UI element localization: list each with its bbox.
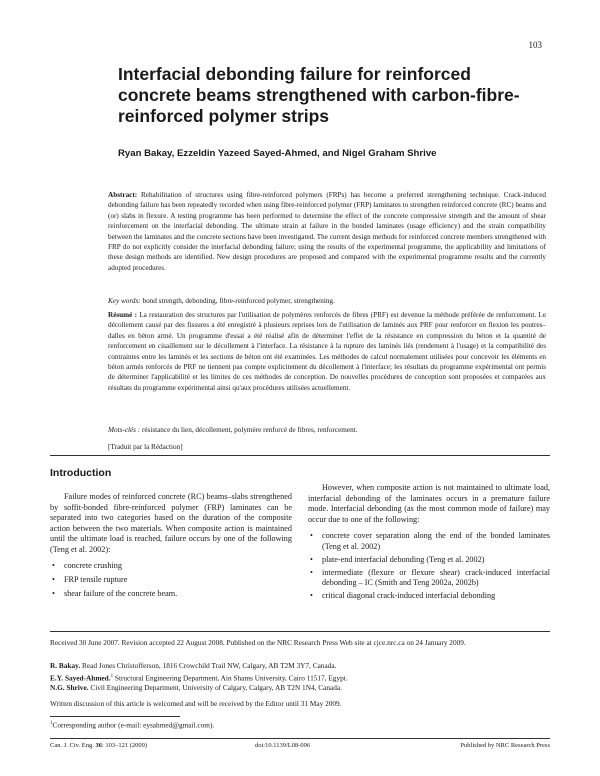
page-number: 103 <box>528 40 542 50</box>
mots-cles-label: Mots-clés : <box>108 426 141 434</box>
translation-note: [Traduit par la Rédaction] <box>108 443 183 451</box>
mots-cles <box>108 425 546 435</box>
resume <box>108 310 546 393</box>
left-column <box>50 492 292 603</box>
list-item: • FRP tensile rupture <box>52 575 128 584</box>
list-item: • shear failure of the concrete beam. <box>52 589 178 598</box>
article-title: Interfacial debonding failure for reinforced concrete beams strengthened with carbon-fibre-reinforced polymer strips <box>118 64 520 126</box>
keywords-label: Key words: <box>108 297 141 305</box>
publisher: Published by NRC Research Press <box>460 742 550 749</box>
introduction-heading: Introduction <box>50 467 112 479</box>
intro-right-paragraph: However, when composite action is not maintained to ultimate load, interfacial debonding of the laminates occurs in a premature failure mode. Interfacial debonding (as the most common mode of failure) may occur due to one of the following: <box>308 483 550 524</box>
mots-cles-text: résistance du lien, décollement, polymère renforcé de fibres, renforcement. <box>141 426 358 434</box>
corresponding-author-note: $^1$Corresponding author (e-mail: eysahmed@gmail.com). <box>50 720 215 730</box>
abstract <box>108 190 546 273</box>
resume-text: La restauration des structures par l'utilisation de polymères renforcés de fibres (PRF) est devenue la méthode préférée de renforcement. Le décollement causé par des fissures a été enregistré à plusieurs reprises lors de l'utilisation de laminés aux PRF pour renforcer en flexion les poutres–dalles en béton armé. Un programme d'essai a été réalisé afin de déterminer l'effet de la résistance en compression du béton et la quantité de renforcement en cisaillement sur le décollement à l'interface. La résistance à la rupture des laminés liés (rendement à l'usage) et la compatibilité des contraintes entre les laminés et les sections de béton ont été examinées. Les méthodes de calcul normalement utilisées pour concevoir les éléments en béton armés renforcés de PRF ne tiennent pas compte explicitement du décollement à l'interface; les résultats du programme expérimental ont permis de déterminer l'applicabilité et les limites de ces méthodes de conception. De nouvelles procédures de conception sont proposées et comparées aux résultats du programme expérimental ainsi qu'aux procédures utilisées actuellement. <box>108 311 547 392</box>
right-column <box>308 483 550 604</box>
received-note: Received 30 June 2007. Revision accepted 22 August 2008. Published on the NRC Research Press Web site at cjce.nrc.ca on 24 January 2009. <box>50 638 466 647</box>
journal-citation: Can. J. Civ. Eng. 36: 103–121 (2009) <box>50 742 148 749</box>
affiliation-shrive: N.G. Shrive. Civil Engineering Department, University of Calgary, Calgary, AB T2N 1N4, Canada. <box>50 683 342 692</box>
doi: doi:10.1139/L08-096 <box>255 742 311 749</box>
article-authors: Ryan Bakay, Ezzeldin Yazeed Sayed-Ahmed, and Nigel Graham Shrive <box>118 148 437 159</box>
affiliation-sayed-ahmed: E.Y. Sayed-Ahmed.$^1$ Structural Engineering Department, Ain Shams University, Cairo 11517, Egypt. <box>50 673 348 683</box>
divider <box>50 455 550 456</box>
list-item: • plate-end interfacial debonding (Teng et al. 2002) <box>310 554 485 564</box>
written-discussion-note: Written discussion of this article is welcomed and will be received by the Editor until 31 May 2009. <box>50 699 342 708</box>
footnote-divider <box>50 716 180 717</box>
list-item: • concrete cover separation along the end of the bonded laminates (Teng et al. 2002) <box>310 531 550 551</box>
keywords-text: bond strength, debonding, fibre-reinforced polymer, strengthening. <box>142 297 335 305</box>
divider <box>50 631 550 632</box>
debonding-mode-list <box>308 531 550 602</box>
list-item: • intermediate (flexure or flexure shear) crack-induced interfacial debonding – IC (Smith and Teng 2002a, 2002b) <box>310 567 550 587</box>
list-item: • critical diagonal crack-induced interfacial debonding <box>310 591 496 600</box>
intro-left-paragraph: Failure modes of reinforced concrete (RC) beams–slabs strengthened by soffit-bonded fibre-reinforced polymer (FRP) laminates can be separated into two categories based on the duration of the composite action between the two materials. When composite action is maintained until the ultimate load is reached, failure occurs by one of the following (Teng et al. 2002): <box>50 492 292 554</box>
resume-label: Résumé : <box>108 311 137 319</box>
keywords <box>108 296 546 306</box>
failure-mode-list <box>50 561 292 600</box>
list-item: • concrete crushing <box>52 561 122 570</box>
divider <box>50 738 550 739</box>
abstract-label: Abstract: <box>108 191 138 199</box>
affiliation-bakay: R. Bakay. Read Jones Christofferson, 1816 Crowchild Trail NW, Calgary, AB T2M 3Y7, Canada. <box>50 661 337 670</box>
abstract-text: Rehabilitation of structures using fibre-reinforced polymers (FRPs) has become a preferred strengthening technique. Crack-induced debonding failure has been repeatedly recorded when using fibre-reinforced polymer (FRP) laminates to strengthen reinforced concrete (RC) beams and (or) slabs in flexure. A testing programme has been performed to determine the effect of the concrete compressive strength and the amount of shear reinforcement on the interfacial debonding. The ultimate strain at failure in the bonded laminates (usage efficiency) and the strain compatibility between the laminates and the concrete sections have been investigated. The current design methods for reinforced concrete members strengthened with FRP do not explicitly consider the interfacial debonding failure; using the results of the experimental programme, the applicability and limitations of these design methods are identified. New design procedures are proposed and compared with the experimental programme results and the currently adopted procedures. <box>108 191 547 272</box>
